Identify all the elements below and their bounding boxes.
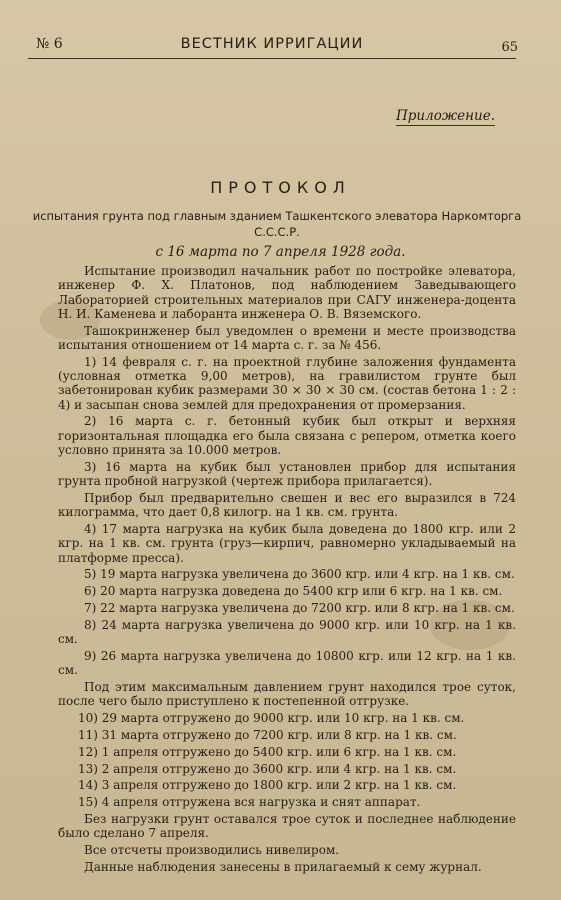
paragraph: Без нагрузки грунт оставался трое суток и последнее наблюдение было сделано 7 апреля. <box>58 811 516 841</box>
list-item: 12) 1 апреля отгружено до 5400 кгр. или 6 кгр. на 1 кв. см. <box>78 744 457 759</box>
paragraph: Испытание производил начальник работ по постройке элеватора, инженер Ф. Х. Платонов, под наблюдением Заведывающего Лабораторией строительных материалов при САГУ инженера-доцента Н. И. Каменева и лаборанта инженера О. В. Вяземского. <box>58 264 516 321</box>
list-item: 9) 26 марта нагрузка увеличена до 10800 кгр. или 12 кгр. на 1 кв. см. <box>58 648 516 678</box>
paragraph: 4) 17 марта нагрузка на кубик была доведена до 1800 кгр. или 2 кгр. на 1 кв. см. грунта (груз—кирпич, равномерно укладываемый на платформе пресса). <box>58 522 516 565</box>
paragraph: Прибор был предварительно свешен и вес его выразился в 724 килограмма, что дает 0,8 килогр. на 1 кв. см. грунта. <box>58 490 516 520</box>
paragraph: Ташокринженер был уведомлен о времени и месте производства испытания отношением от 14 марта с. г. за № 456. <box>58 323 516 352</box>
running-header <box>36 36 518 56</box>
paragraph: Под этим максимальным давлением грунт находился трое суток, после чего было приступлено к постепенной отгрузке. <box>58 680 516 709</box>
list-item: 7) 22 марта нагрузка увеличена до 7200 кгр. или 8 кгр. на 1 кв. см. <box>84 601 515 616</box>
document-title: ПРОТОКОЛ <box>210 178 351 197</box>
list-item: 10) 29 марта отгружено до 9000 кгр. или 10 кгр. на 1 кв. см. <box>78 711 465 726</box>
issue-number: № 6 <box>36 36 63 52</box>
list-item: 13) 2 апреля отгружено до 3600 кгр. или 4 кгр. на 1 кв. см. <box>78 761 457 776</box>
header-rule <box>28 58 516 59</box>
journal-title: ВЕСТНИК ИРРИГАЦИИ <box>180 36 364 52</box>
list-item: 8) 24 марта нагрузка увеличена до 9000 кгр. или 10 кгр. на 1 кв. см. <box>58 617 516 647</box>
date-range: с 16 марта по 7 апреля 1928 года. <box>155 244 406 260</box>
list-item: 15) 4 апреля отгружена вся нагрузка и снят аппарат. <box>78 795 421 810</box>
paragraph: 3) 16 марта на кубик был установлен прибор для испытания грунта пробной нагрузкой (чертеж прибора прилагается). <box>58 459 516 489</box>
paragraph: Все отсчеты производились нивелиром. <box>84 842 340 857</box>
list-item: 5) 19 марта нагрузка увеличена до 3600 кгр. или 4 кгр. на 1 кв. см. <box>84 567 515 582</box>
paragraph: Данные наблюдения занесены в прилагаемый к сему журнал. <box>84 859 482 874</box>
body-text <box>58 264 516 877</box>
list-item: 14) 3 апреля отгружено до 1800 кгр. или 2 кгр. на 1 кв. см. <box>78 778 457 793</box>
paragraph: 2) 16 марта с. г. бетонный кубик был открыт и верхняя горизонтальная площадка его была связана с репером, отметка коего условно принята за 10.000 метров. <box>58 414 516 458</box>
page-number: 65 <box>501 40 518 55</box>
list-item: 11) 31 марта отгружено до 7200 кгр. или 8 кгр. на 1 кв. см. <box>78 727 457 742</box>
document-subtitle: испытания грунта под главным зданием Ташкентского элеватора Наркомторга С.С.С.Р. <box>32 209 522 239</box>
paragraph: 1) 14 февраля с. г. на проектной глубине заложения фундамента (условная отметка 9,00 метров), на гравилистом грунте был забетонирован кубик размерами 30 × 30 × 30 см. (состав бетона 1 : 2 : 4) и засыпан снова землей для предохранения от промерзания. <box>58 354 516 412</box>
appendix-label: Приложение. <box>396 108 496 124</box>
list-item: 6) 20 марта нагрузка доведена до 5400 кгр или 6 кгр. на 1 кв. см. <box>84 584 503 599</box>
